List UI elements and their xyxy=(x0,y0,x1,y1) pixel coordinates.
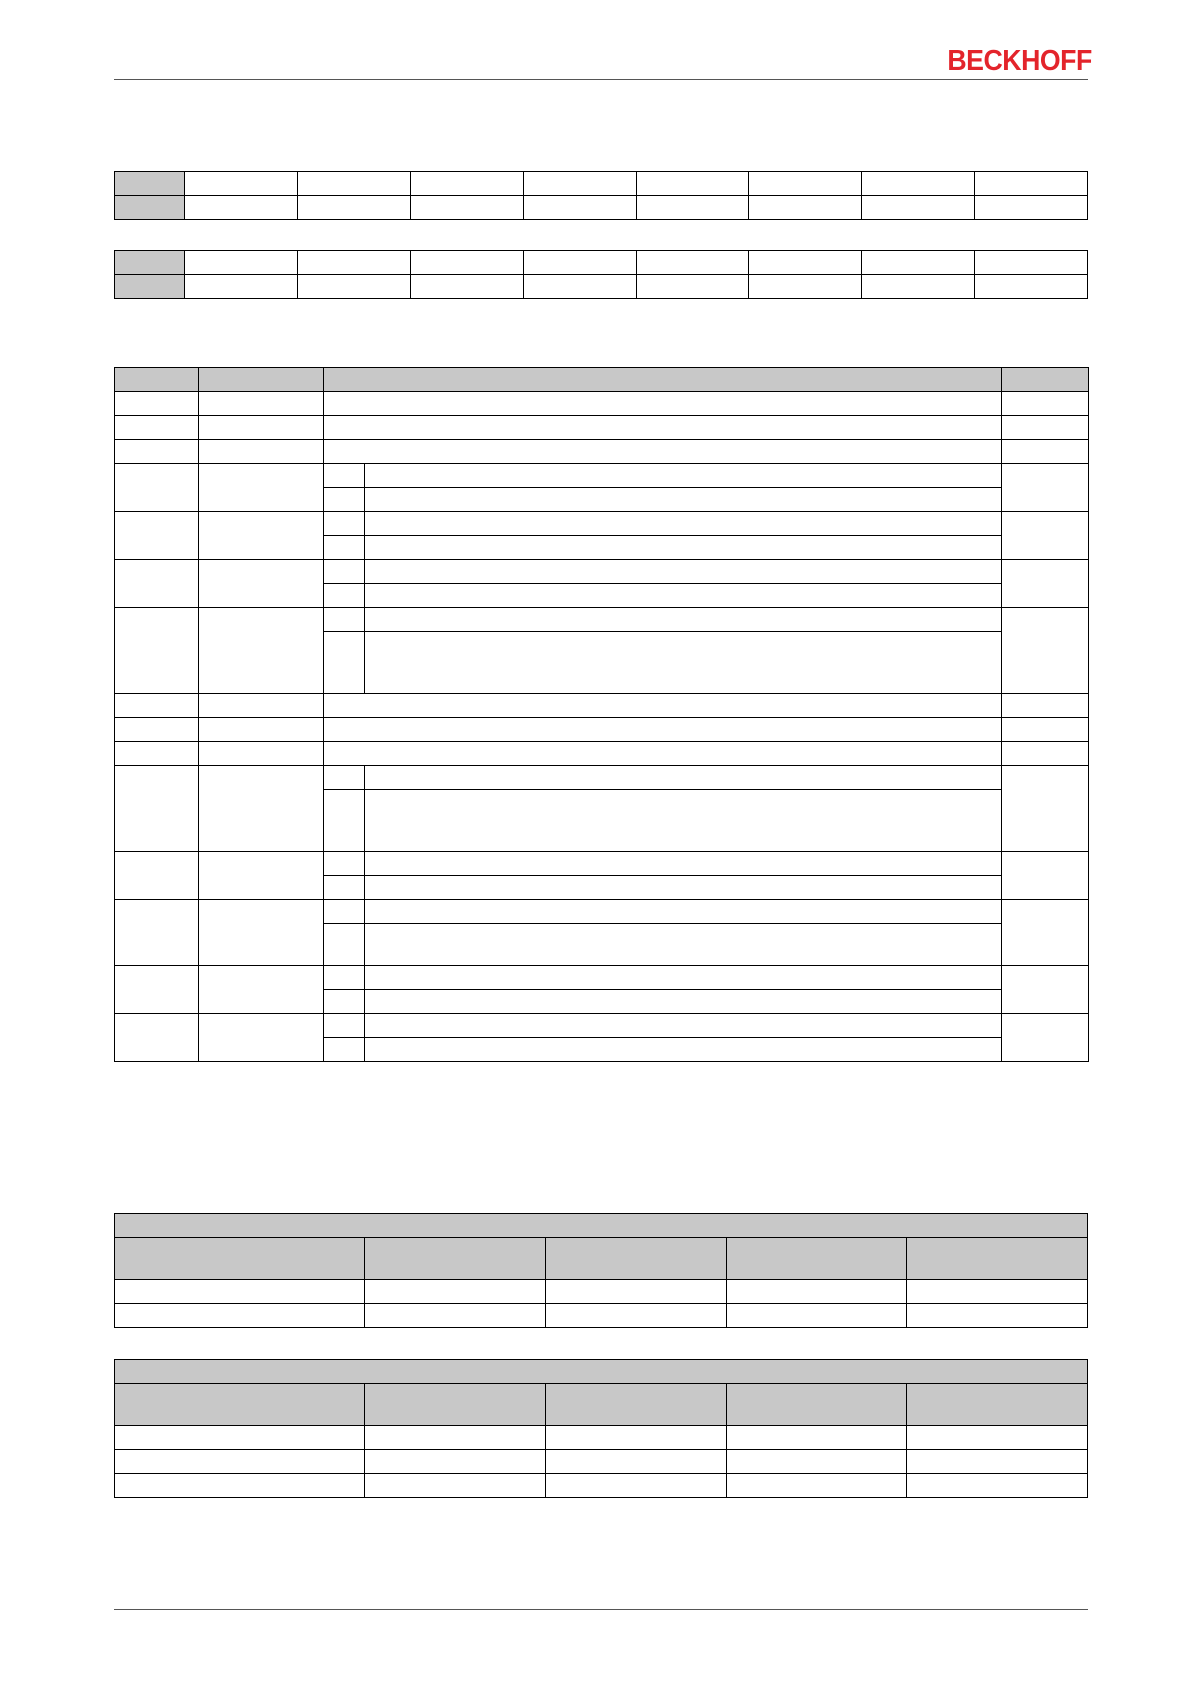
table-row xyxy=(115,512,1089,536)
bit-table-1 xyxy=(114,171,1088,220)
table-row xyxy=(115,275,1088,299)
table-row xyxy=(115,900,1089,924)
table-row xyxy=(115,1426,1088,1450)
table-row xyxy=(115,560,1089,584)
table-row xyxy=(115,1280,1088,1304)
value-table-1 xyxy=(114,1213,1088,1328)
footer-rule xyxy=(114,1609,1088,1610)
table-row xyxy=(115,718,1089,742)
table-row xyxy=(115,464,1089,488)
table-row xyxy=(115,608,1089,632)
table-row xyxy=(115,694,1089,718)
table-row xyxy=(115,852,1089,876)
table-row xyxy=(115,1450,1088,1474)
register-table xyxy=(114,367,1089,1062)
bit-table-2 xyxy=(114,250,1088,299)
table-row xyxy=(115,392,1089,416)
table-header-row xyxy=(115,368,1089,392)
table-header-row xyxy=(115,1384,1088,1426)
table-row xyxy=(115,440,1089,464)
table-caption-row xyxy=(115,1360,1088,1384)
table-row xyxy=(115,251,1088,275)
table-row xyxy=(115,1014,1089,1038)
table-row xyxy=(115,416,1089,440)
table-row xyxy=(115,196,1088,220)
table-row xyxy=(115,172,1088,196)
beckhoff-logo: BECKHOFF xyxy=(947,45,1092,77)
table-caption-row xyxy=(115,1214,1088,1238)
value-table-2 xyxy=(114,1359,1088,1498)
table-row xyxy=(115,742,1089,766)
table-row xyxy=(115,766,1089,790)
table-row xyxy=(115,1304,1088,1328)
table-row xyxy=(115,966,1089,990)
table-row xyxy=(115,1474,1088,1498)
header-rule xyxy=(114,79,1088,80)
table-header-row xyxy=(115,1238,1088,1280)
